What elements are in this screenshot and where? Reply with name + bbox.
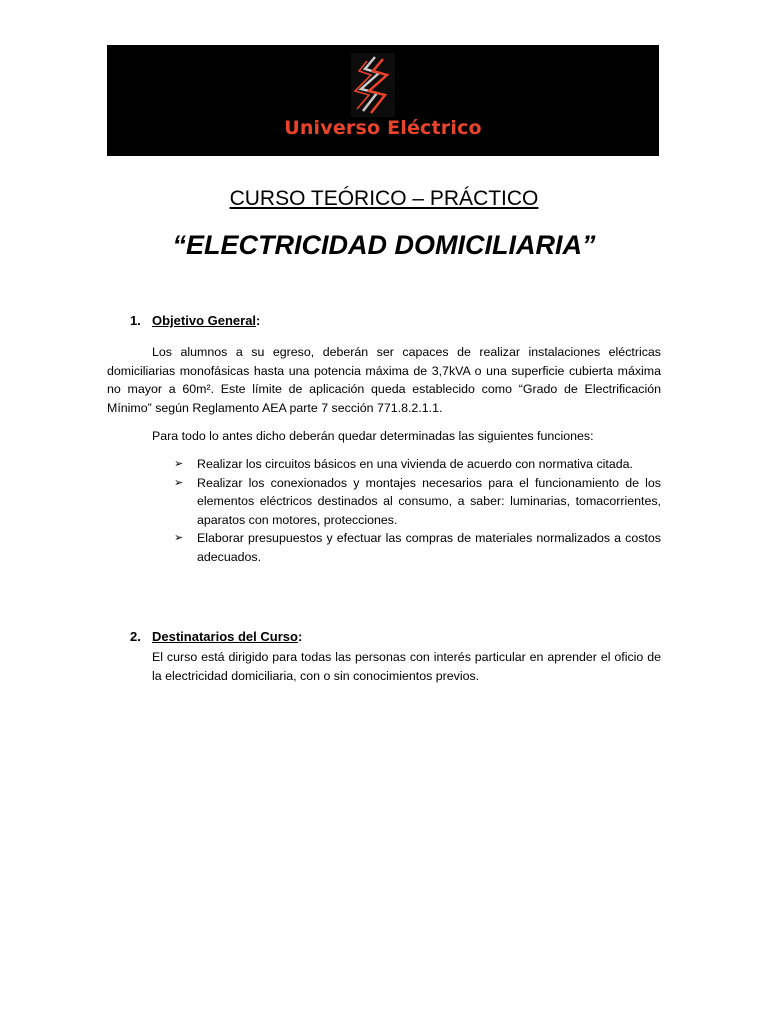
arrow-bullet-icon: ➢: [174, 476, 184, 489]
funciones-intro: Para todo lo antes dicho deberán quedar determinadas las siguientes funciones:: [152, 429, 594, 443]
list-item: [174, 455, 661, 474]
section-heading-destinatarios: [130, 629, 302, 644]
section-number: 2.: [130, 629, 141, 644]
arrow-bullet-icon: ➢: [174, 458, 184, 470]
course-type-title: CURSO TEÓRICO – PRÁCTICO: [229, 187, 539, 210]
destinatarios-paragraph: El curso está dirigido para todas las personas con interés particular en aprender el oficio de la electricidad domiciliaria, con o sin conocimientos previos.: [152, 650, 661, 683]
list-item-text: Elaborar presupuestos y efectuar las compras de materiales normalizados a costos adecuados.: [197, 531, 661, 564]
section-colon: :: [297, 629, 303, 644]
arrow-bullet-icon: ➢: [174, 532, 184, 544]
funciones-list: [174, 455, 661, 566]
section-heading-objetivo: [130, 313, 260, 328]
header-banner: [107, 45, 659, 156]
list-item: [174, 529, 661, 566]
list-item: [174, 474, 661, 530]
course-name-title: “ELECTRICIDAD DOMICILIARIA”: [172, 230, 596, 260]
objetivo-paragraph: Los alumnos a su egreso, deberán ser capaces de realizar instalaciones eléctricas domiciliarias monofásicas hasta una potencia máxima de 3,7kVA o una superficie cubierta máxima no mayor a 60m². Este límite de aplicación queda establecido como “Grado de Electrificación Mínimo” según Reglamento AEA parte 7 sección 771.8.2.1.1.: [107, 345, 661, 415]
section-title: Objetivo General: [152, 313, 257, 328]
brand-name: Universo Eléctrico: [284, 117, 482, 139]
list-item-text: Realizar los circuitos básicos en una vivienda de acuerdo con normativa citada.: [197, 457, 633, 471]
section-number: 1.: [130, 313, 141, 328]
lightning-bolt-icon: [337, 53, 409, 117]
section-colon: :: [256, 313, 261, 328]
list-item-text: Realizar los conexionados y montajes necesarios para el funcionamiento de los elementos eléctricos destinados al consumo, a saber: luminarias, tomacorrientes, aparatos con motores, protecciones.: [197, 475, 661, 527]
section-title: Destinatarios del Curso: [152, 629, 298, 644]
